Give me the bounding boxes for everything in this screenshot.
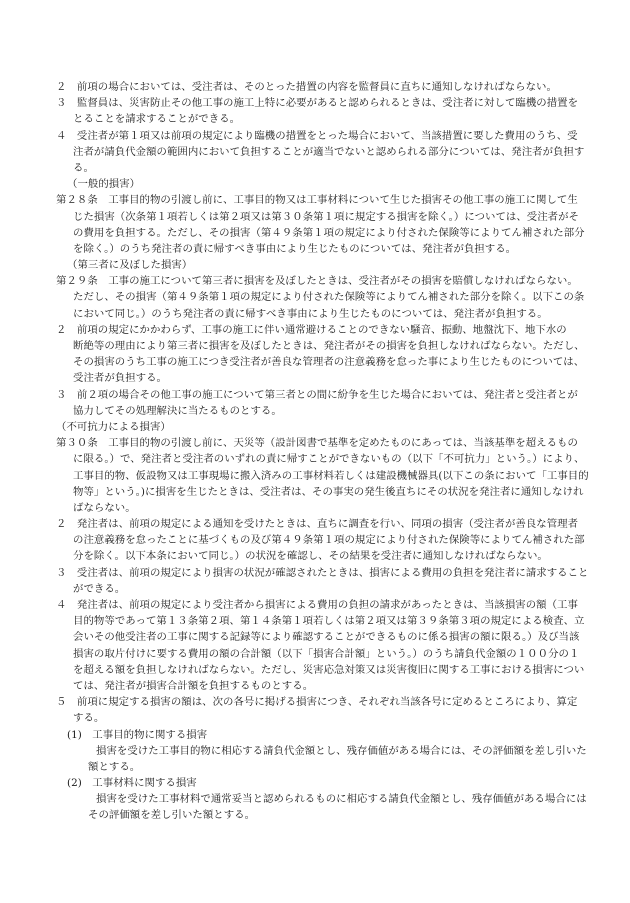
- paragraph-line: る。: [73, 161, 94, 174]
- paragraph-line: ２ 発注者は、前項の規定による通知を受けたときは、直ちに調査を行い、同項の損害（受注者が善良な管理者: [56, 518, 579, 531]
- paragraph-line: 分を除く。以下本条において同じ。）の状況を確認し、その結果を受注者に通知しなければならない。: [73, 550, 548, 563]
- paragraph-line: ができる。: [73, 582, 126, 595]
- paragraph-line: ただし、その損害（第４９条第１項の規定により付された保険等によりてん補された部分を除く。以下この条: [73, 291, 585, 304]
- paragraph-line: 協力してその処理解決に当たるものとする。: [73, 404, 282, 417]
- section-heading: （不可抗力による損害）: [56, 420, 171, 433]
- paragraph-line: 目的物等であって第１３条第２項、第１４条第１項若しくは第２項又は第３９条第３項の規定による検査、立: [73, 615, 585, 628]
- paragraph-line: を超える額を負担しなければならない。ただし、災害応急対策又は災害復旧に関する工事における損害につい: [73, 663, 585, 676]
- item-text: その評価額を差し引いた額とする。: [88, 809, 256, 822]
- section-heading: （第三者に及ぼした損害）: [67, 259, 193, 272]
- paragraph-line: 注者が請負代金額の範囲内において負担することが適当でないと認められる部分については、発注者が負担す: [73, 145, 585, 158]
- paragraph-line: じた損害（次条第１項若しくは第２項又は第３０条第１項に規定する損害を除く。）については、受注者がそ: [73, 210, 579, 223]
- paragraph-line: ２ 前項の規定にかかわらず、工事の施工に伴い通常避けることのできない騒音、振動、地盤沈下、地下水の: [56, 323, 567, 336]
- paragraph-line: ４ 発注者は、前項の規定により受注者から損害による費用の負担の請求があったときは、当該損害の額（工事: [56, 599, 578, 611]
- paragraph-line: とることを請求することができる。: [73, 113, 241, 126]
- paragraph-line: 会いその他受注者の工事に関する記録等により確認することができるものに係る損害の額に限る。）及び当該: [73, 631, 580, 644]
- paragraph-line: ３ 監督員は、災害防止その他工事の施工上特に必要があると認められるときは、受注者に対して臨機の措置を: [56, 97, 579, 110]
- paragraph-line: ５ 前項に規定する損害の額は、次の各号に掲げる損害につき、それぞれ当該各号に定めるところにより、算定: [56, 696, 578, 709]
- paragraph-line: ４ 受注者が第１項又は前項の規定により臨機の措置をとった場合において、当該措置に要した費用のうち、受: [56, 129, 578, 142]
- paragraph-line: ２ 前項の場合においては、受注者は、そのとった措置の内容を監督員に直ちに通知しなければならない。: [56, 81, 557, 93]
- paragraph-line: 断絶等の理由により第三者に損害を及ぼしたときは、発注者がその損害を負担しなければならない。ただし、: [73, 340, 585, 352]
- article-line: 第２９条 工事の施工について第三者に損害を及ぼしたときは、受注者がその損害を賠償しなければならない。: [56, 275, 578, 288]
- item-text: 損害を受けた工事目的物に相応する請負代金額とし、残存価値がある場合には、その評価額を差し引いた: [96, 744, 587, 757]
- article-line: 第２８条 工事目的物の引渡し前に、工事目的物又は工事材料について生じた損害その他工事の施工に関して生: [56, 194, 578, 207]
- paragraph-line: する。: [73, 712, 105, 725]
- paragraph-line: の費用を負担する。ただし、その損害（第４９条第１項の規定により付された保険等によりてん補された部分: [73, 226, 585, 239]
- item-heading: (2) 工事材料に関する損害: [67, 777, 197, 790]
- paragraph-line: を除く。）のうち発注者の責に帰すべき事由により生じたものについては、発注者が負担する。: [73, 242, 517, 255]
- section-heading: （一般的損害）: [67, 178, 141, 191]
- item-text: 額とする。: [88, 760, 141, 773]
- paragraph-line: その損害のうち工事の施工につき受注者が善良な管理者の注意義務を怠った事により生じたものについては、: [73, 356, 585, 369]
- paragraph-line: 受注者が負担する。: [73, 372, 167, 385]
- paragraph-line: ては、発注者が損害合計額を負担するものとする。: [73, 679, 314, 692]
- article-line: 第３０条 工事目的物の引渡し前に、天災等（設計図書で基準を定めたものにあっては、当該基準を超えるもの: [56, 437, 578, 450]
- paragraph-line: 損害の取片付けに要する費用の額の合計額（以下「損害合計額」という。）のうち請負代金額の１００分の１: [73, 647, 580, 660]
- paragraph-line: 物等」という。)に損害を生じたときは、受注者は、その事実の発生後直ちにその状況を発注者に通知しなけれ: [73, 485, 584, 498]
- item-heading: (1) 工事目的物に関する損害: [67, 728, 208, 741]
- paragraph-line: 工事目的物、仮設物又は工事現場に搬入済みの工事材料若しくは建設機械器具(以下この条において「工事目的: [73, 469, 589, 482]
- paragraph-line: ３ 受注者は、前項の規定により損害の状況が確認されたときは、損害による費用の負担を発注者に請求すること: [56, 566, 589, 579]
- item-text: 損害を受けた工事材料で通常妥当と認められるものに相応する請負代金額とし、残存価値がある場合には: [96, 793, 587, 806]
- paragraph-line: ３ 前２項の場合その他工事の施工について第三者との間に紛争を生じた場合においては、発注者と受注者とが: [56, 388, 578, 401]
- paragraph-line: の注意義務を怠ったことに基づくもの及び第４９条第１項の規定により付された保険等によりてん補された部: [73, 534, 585, 547]
- paragraph-line: に限る。）で、発注者と受注者のいずれの責に帰すことができないもの（以下「不可抗力」という。）により、: [73, 453, 585, 466]
- paragraph-line: ばならない。: [73, 501, 136, 514]
- paragraph-line: において同じ。）のうち発注者の責に帰すべき事由により生じたものについては、発注者が負担する。: [73, 307, 548, 320]
